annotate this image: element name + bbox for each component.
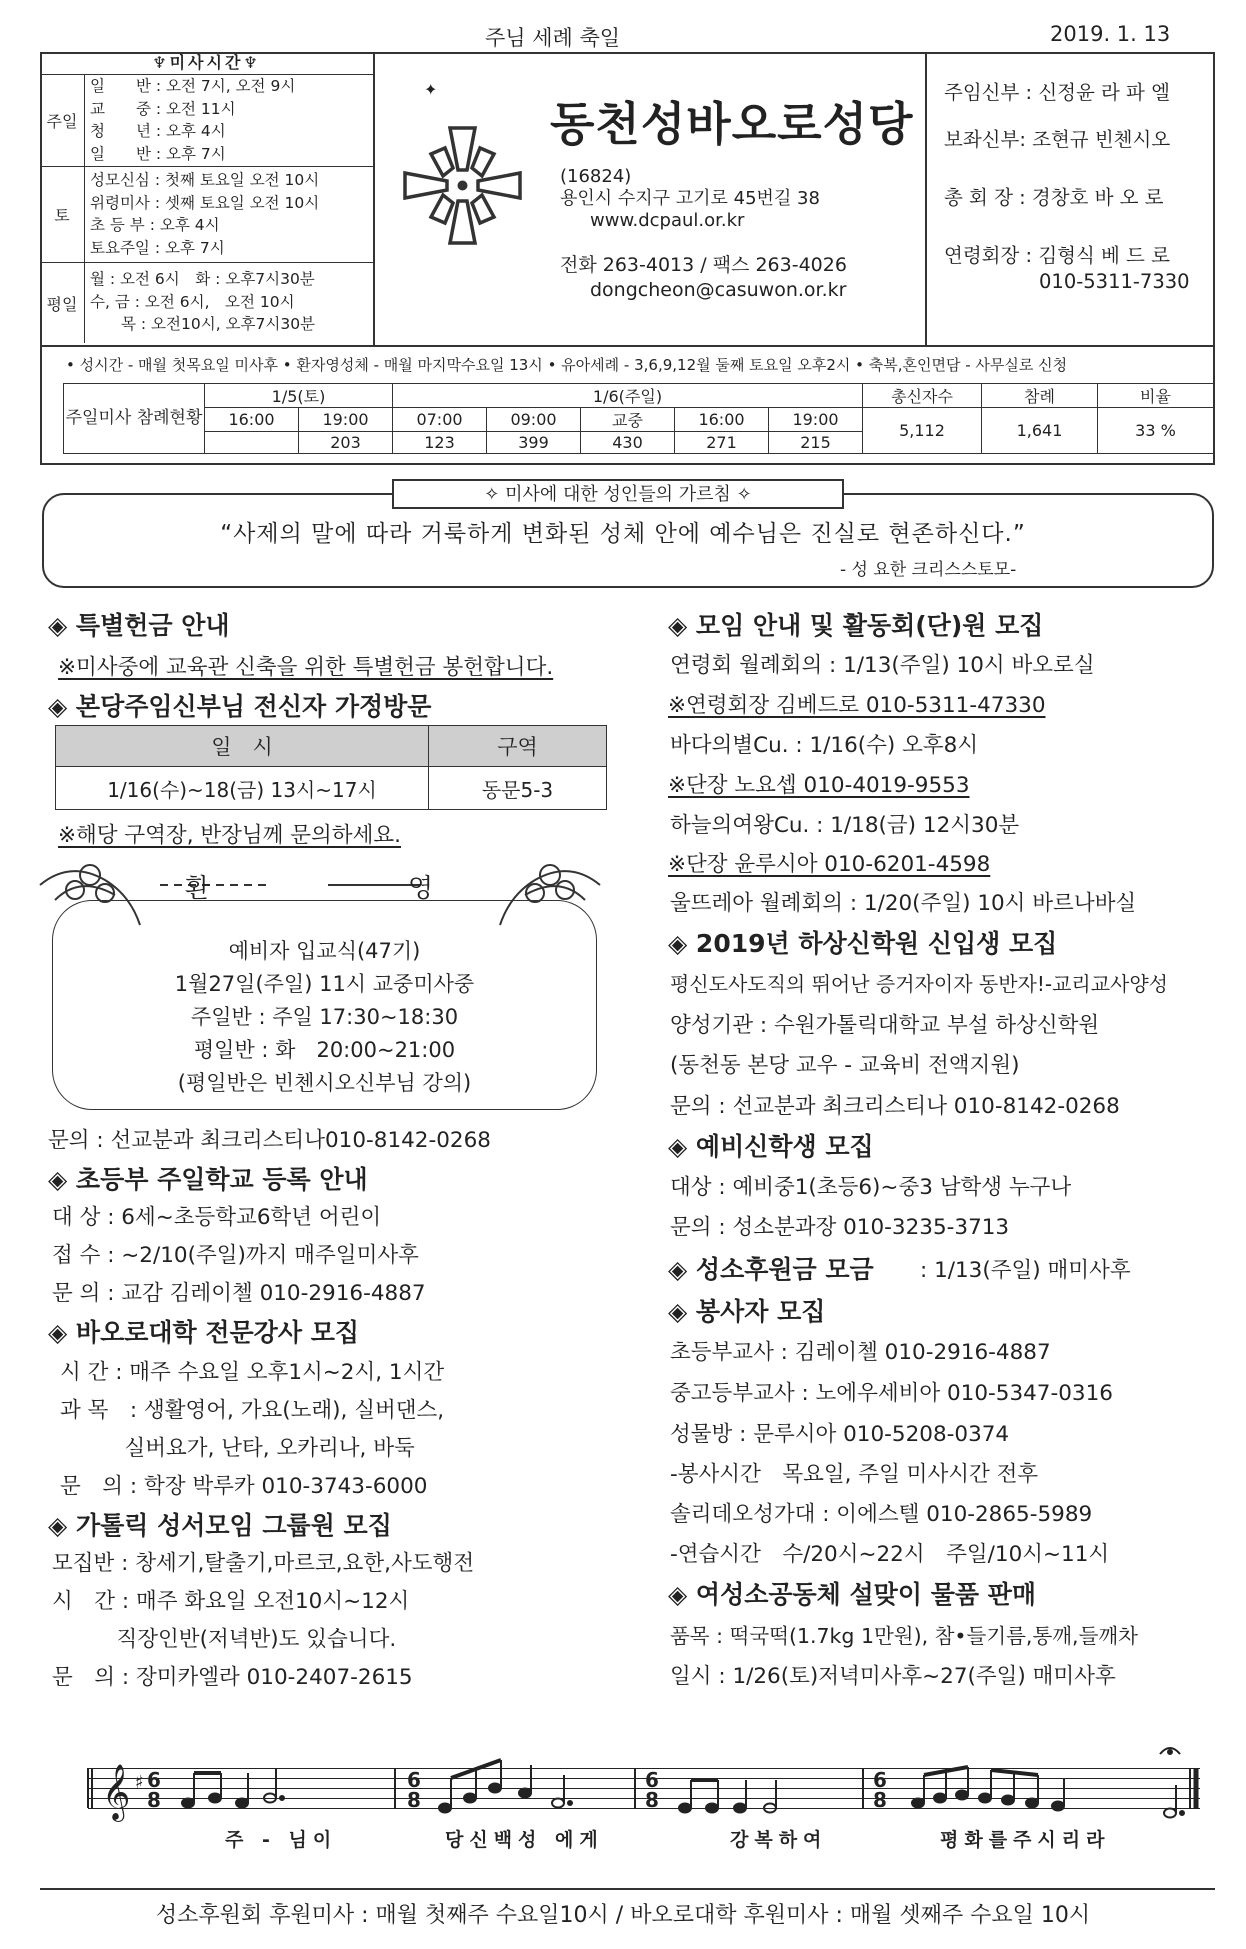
- quote-text: “사제의 말에 따라 거룩하게 변화된 성체 안에 예수님은 진실로 현존하신다.”: [220, 521, 1026, 547]
- women-sale-line: 품목 : 떡국떡(1.7kg 1만원), 참•들기름,통깨,들깨차: [670, 1624, 1138, 1648]
- volunteer-line: -연습시간 수/20시~22시 주일/10시~11시: [670, 1542, 1110, 1567]
- seminary-title: ◈ 2019년 하상신학원 신입생 모집: [668, 929, 1058, 958]
- college-title: ◈ 바오로대학 전문강사 모집: [48, 1318, 359, 1347]
- meetings-title: ◈ 모임 안내 및 활동회(단)원 모집: [668, 611, 1044, 640]
- mass-group-label: 평일: [40, 263, 85, 343]
- volunteer-title: ◈ 봉사자 모집: [668, 1297, 826, 1326]
- seminary-line: (동천동 본당 교우 - 교육비 전액지원): [670, 1053, 1020, 1078]
- vocation-text: : 1/13(주일) 매미사후: [920, 1258, 1131, 1283]
- catechumen-line: 평일반 : 화 20:00~21:00: [193, 1038, 456, 1062]
- mass-group-weekday: [40, 263, 373, 343]
- time-sig-bottom: 8: [645, 1788, 659, 1812]
- mass-row: 일 반 : 오후 7시: [90, 144, 226, 163]
- sunday-school-line: 대 상 : 6세~초등학교6학년 어린이: [52, 1205, 382, 1230]
- time-sig-top: 6: [873, 1768, 887, 1792]
- catechumen-line: (평일반은 빈첸시오신부님 강의): [177, 1071, 472, 1095]
- women-sale-line: 일시 : 1/26(토)저녁미사후~27(주일) 매미사후: [670, 1664, 1116, 1689]
- time-sig-bottom: 8: [873, 1788, 887, 1812]
- sparkle-icon: ✦: [424, 80, 438, 99]
- time-sig-bottom: 8: [407, 1788, 421, 1812]
- website-link[interactable]: www.dcpaul.or.kr: [590, 210, 745, 231]
- attendance-sun: 1/6(주일): [393, 384, 863, 408]
- street-address: 용인시 수지구 고기로 45번길 38: [560, 188, 820, 209]
- bible-line: 문 의 : 장미카엘라 010-2407-2615: [52, 1665, 413, 1690]
- postal-code: (16824): [560, 166, 632, 187]
- attendance-sat: 1/5(토): [205, 384, 393, 408]
- mass-row: 교 중 : 오전 11시: [90, 99, 236, 118]
- church-logo-icon: [395, 118, 530, 253]
- count-cell: 399: [487, 432, 581, 454]
- mass-time-cell: 16:00: [675, 408, 769, 432]
- mass-time-cell: 07:00: [393, 408, 487, 432]
- sunday-school-line: 문 의 : 교감 김레이첼 010-2916-4887: [52, 1281, 426, 1306]
- catechumen-line: 1월27일(주일) 11시 교중미사중: [174, 972, 475, 996]
- mass-time-cell: 19:00: [769, 408, 863, 432]
- bible-title: ◈ 가톨릭 성서모임 그룹원 모집: [48, 1511, 392, 1540]
- phone-fax: 전화 263-4013 / 팩스 263-4026: [560, 254, 847, 276]
- count-cell: 271: [675, 432, 769, 454]
- special-offering-title: ◈ 특별헌금 안내: [48, 611, 230, 640]
- attendance-label: 주일미사 참례현황: [64, 384, 205, 454]
- total-value: 5,112: [863, 408, 982, 454]
- ratio-label: 비율: [1098, 384, 1214, 408]
- feast-title: 주님 세례 축일: [485, 26, 621, 50]
- college-line: 시 간 : 매주 수요일 오후1시~2시, 1시간: [60, 1360, 445, 1385]
- church-contact-block: [560, 253, 847, 303]
- meetings-line: 바다의별Cu. : 1/16(수) 오후8시: [670, 733, 979, 758]
- staff-assistant: 보좌신부: 조현규 빈첸시오: [944, 128, 1171, 151]
- ratio-value: 33 %: [1098, 408, 1214, 454]
- mass-time-cell: 16:00: [205, 408, 299, 432]
- mass-group-label: 주일: [40, 75, 85, 166]
- mass-times-panel: [40, 52, 375, 347]
- meetings-line: ※단장 노요셉 010-4019-9553: [668, 773, 970, 798]
- volunteer-line: 초등부교사 : 김레이첼 010-2916-4887: [670, 1340, 1051, 1365]
- mass-row: 일 반 : 오전 7시, 오전 9시: [90, 77, 296, 95]
- attend-label: 참례: [982, 384, 1098, 408]
- mass-row: 초 등 부 : 오후 4시: [90, 216, 220, 234]
- visit-table: [55, 725, 607, 810]
- time-sig-bottom: 8: [147, 1788, 161, 1812]
- vocation-title: ◈ 성소후원금 모금: [668, 1255, 874, 1284]
- mass-row: 성모신심 : 첫째 토요일 오전 10시: [90, 171, 320, 189]
- pre-seminary-title: ◈ 예비신학생 모집: [668, 1132, 874, 1161]
- mass-time-cell: 09:00: [487, 408, 581, 432]
- bible-line: 직장인반(저녁반)도 있습니다.: [52, 1627, 397, 1652]
- meetings-line: ※연령회장 김베드로 010-5311-47330: [668, 693, 1046, 718]
- seminary-line: 문의 : 선교분과 최크리스티나 010-8142-0268: [670, 1094, 1120, 1119]
- volunteer-line: -봉사시간 목요일, 주일 미사시간 전후: [670, 1462, 1039, 1487]
- bible-line: 모집반 : 창세기,탈출기,마르코,요한,사도행전: [52, 1551, 475, 1576]
- special-offering-text: ※미사중에 교육관 신축을 위한 특별헌금 봉헌합니다.: [58, 655, 554, 680]
- college-line: 실버요가, 난타, 오카리나, 바둑: [60, 1436, 415, 1461]
- quote-source: - 성 요한 크리스스토모-: [840, 560, 1017, 580]
- church-address-block: [560, 166, 820, 232]
- welcome-wreath-left-icon: 환: [185, 874, 211, 904]
- pre-seminary-line: 대상 : 예비중1(초등6)~중3 남학생 누구나: [670, 1175, 1072, 1200]
- visit-area: 동문5-3: [429, 767, 607, 810]
- lyrics-segment: 강복하여: [730, 1829, 828, 1851]
- mass-row: 청 년 : 오후 4시: [90, 122, 226, 140]
- mass-row: 수, 금 : 오전 6시, 오전 10시: [90, 292, 295, 311]
- women-sale-title: ◈ 여성소공동체 설맞이 물품 판매: [668, 1580, 1036, 1609]
- mass-group-saturday: [40, 167, 373, 263]
- volunteer-line: 성물방 : 문루시아 010-5208-0374: [670, 1422, 1010, 1447]
- count-cell: 430: [581, 432, 675, 454]
- pre-seminary-line: 문의 : 성소분과장 010-3235-3713: [670, 1215, 1010, 1240]
- college-line: 문 의 : 학장 박루카 010-3743-6000: [60, 1474, 428, 1499]
- footer-divider: [40, 1888, 1215, 1890]
- notices-line: • 성시간 - 매월 첫목요일 미사후 • 환자영성체 - 매월 마지막수요일 13시 • 유아세례 - 3,6,9,12월 둘째 토요일 오후2시 • 축복,혼인면담 - 사무실로 신청: [66, 356, 1068, 374]
- visit-title: ◈ 본당주임신부님 전신자 가정방문: [48, 692, 432, 721]
- bulletin-date: 2019. 1. 13: [1050, 22, 1171, 46]
- count-cell: [205, 432, 299, 454]
- count-cell: 203: [299, 432, 393, 454]
- meetings-line: 하늘의여왕Cu. : 1/18(금) 12시30분: [670, 813, 1020, 838]
- footer-text: 성소후원회 후원미사 : 매월 첫째주 수요일10시 / 바오로대학 후원미사 : 매월 셋째주 수요일 10시: [155, 1903, 1091, 1928]
- attend-value: 1,641: [982, 408, 1098, 454]
- college-line: 과 목 : 생활영어, 가요(노래), 실버댄스,: [60, 1398, 445, 1423]
- bible-line: 시 간 : 매주 화요일 오전10시~12시: [52, 1589, 410, 1614]
- sunday-school-line: 접 수 : ~2/10(주일)까지 매주일미사후: [52, 1243, 419, 1268]
- meetings-line: ※단장 윤루시아 010-6201-4598: [668, 852, 991, 877]
- lyrics-segment: 당신백성 에게: [445, 1829, 604, 1851]
- mass-group-sunday: [40, 75, 373, 167]
- mass-group-label: 토: [40, 167, 85, 262]
- mass-row: 월 : 오전 6시 화 : 오후7시30분: [90, 270, 315, 288]
- sunday-school-title: ◈ 초등부 주일학교 등록 안내: [48, 1165, 368, 1194]
- staff-panel: [925, 52, 1215, 347]
- catechumen-line: 주일반 : 주일 17:30~18:30: [190, 1005, 459, 1029]
- mass-row: 목 : 오전10시, 오후7시30분: [90, 315, 316, 333]
- attendance-table: [63, 383, 1214, 454]
- time-sig-top: 6: [407, 1768, 421, 1792]
- seminary-line: 평신도사도직의 뛰어난 증거자이자 동반자!-교리교사양성: [670, 972, 1168, 996]
- email-link[interactable]: dongcheon@casuwon.or.kr: [590, 279, 847, 301]
- time-sig-top: 6: [645, 1768, 659, 1792]
- staff-president: 총 회 장 : 경창호 바 오 로: [944, 186, 1164, 209]
- time-sig-top: 6: [147, 1768, 161, 1792]
- welcome-wreath-right-icon: 영: [408, 874, 434, 904]
- seminary-line: 양성기관 : 수원가톨릭대학교 부설 하상신학원: [670, 1013, 1100, 1038]
- meetings-line: 연령회 월례회의 : 1/13(주일) 10시 바오로실: [670, 653, 1095, 678]
- staff-funeral-phone: 010-5311-7330: [1039, 270, 1190, 293]
- quote-title: ✧ 미사에 대한 성인들의 가르침 ✧: [392, 479, 844, 509]
- staff-funeral-head: 연령회장 : 김형식 베 드 로: [944, 244, 1170, 267]
- music-staff-notation: [80, 1740, 1205, 1825]
- count-cell: 123: [393, 432, 487, 454]
- volunteer-line: 중고등부교사 : 노에우세비아 010-5347-0316: [670, 1381, 1113, 1406]
- mass-times-title: ♆미사시간♆: [40, 52, 373, 75]
- lyrics-segment: 평화를주시리라: [940, 1829, 1111, 1851]
- mass-time-cell: 19:00: [299, 408, 393, 432]
- treble-clef-icon: 𝄞: [102, 1764, 131, 1820]
- count-cell: 215: [769, 432, 863, 454]
- meetings-line: 울뜨레아 월례회의 : 1/20(주일) 10시 바르나바실: [670, 891, 1137, 916]
- mass-row: 위령미사 : 셋째 토요일 오전 10시: [90, 193, 320, 212]
- catechumen-line: 예비자 입교식(47기): [228, 939, 421, 963]
- sharp-icon: ♯: [135, 1772, 144, 1793]
- total-label: 총신자수: [863, 384, 982, 408]
- visit-header-area: 구역: [429, 726, 607, 767]
- visit-date: 1/16(수)~18(금) 13시~17시: [56, 767, 429, 810]
- volunteer-line: 솔리데오성가대 : 이에스텔 010-2865-5989: [670, 1502, 1093, 1527]
- mass-row: 토요주일 : 오후 7시: [90, 238, 225, 257]
- catechumen-contact: 문의 : 선교분과 최크리스티나010-8142-0268: [48, 1128, 491, 1153]
- church-name: 동천성바오로성당: [550, 97, 914, 151]
- lyrics-segment: 주 - 님이: [225, 1829, 338, 1851]
- staff-pastor: 주임신부 : 신정윤 라 파 엘: [944, 81, 1170, 104]
- visit-header-date: 일 시: [56, 726, 429, 767]
- mass-time-cell: 교중: [581, 408, 675, 432]
- visit-note: ※해당 구역장, 반장님께 문의하세요.: [58, 823, 401, 848]
